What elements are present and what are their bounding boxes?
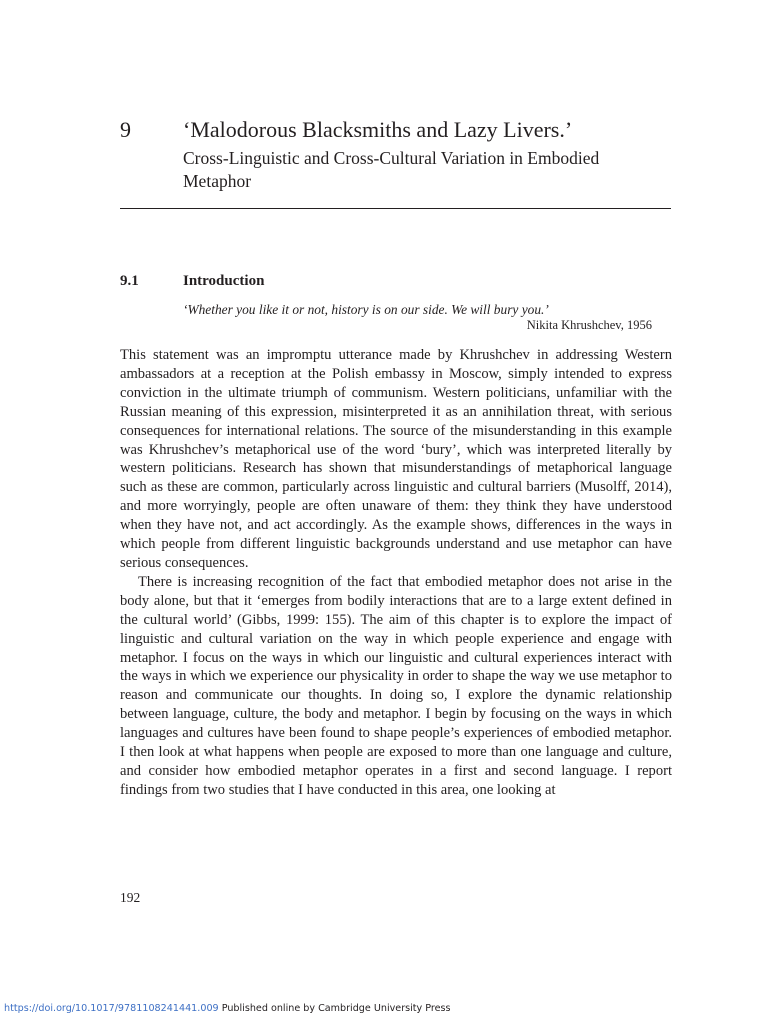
footer (4, 1003, 451, 1015)
section-number: 9.1 (120, 273, 139, 289)
epigraph-attribution: Nikita Khrushchev, 1956 (526, 318, 652, 332)
chapter-subtitle: Cross-Linguistic and Cross-Cultural Variation in Embodied Metaphor (183, 148, 600, 191)
chapter-number: 9 (120, 117, 131, 142)
body-text (120, 346, 672, 800)
paragraph: There is increasing recognition of the fact that embodied metaphor does not arise in the body alone, but that it ‘emerges from bodily interactions that are to a large extent defined in the cultural world’ (Gibbs, 1999: 155). The aim of this chapter is to explore the impact of linguistic and cultural variation on the way in which people experience and engage with metaphor. I focus on the ways in which our linguistic and cultural experiences interact with the ways in which we experience our physicality in order to shape the way we use metaphor to reason and communicate our thoughts. In doing so, I explore the dynamic relationship between language, culture, the body and metaphor. I begin by focusing on the ways in which languages and cultures have been found to shape people’s experiences of embodied metaphor. I then look at what happens when people are exposed to more than one language and culture, and consider how embodied metaphor operates in a first and second language. I report findings from two studies that I have conducted in this area, one looking at (120, 573, 672, 798)
title-divider (120, 208, 671, 209)
doi-link[interactable]: https://doi.org/10.1017/9781108241441.009 (4, 1003, 219, 1014)
section-title: Introduction (183, 273, 265, 289)
page-number: 192 (120, 890, 141, 905)
footer-publisher-text: Published online by Cambridge University Press (221, 1003, 451, 1014)
chapter-title: ‘Malodorous Blacksmiths and Lazy Livers.’ (183, 117, 573, 142)
paragraph: This statement was an impromptu utterance made by Khrushchev in addressing Western ambassadors at a reception at the Polish embassy in Moscow, simply intended to express conviction in the ultimate triumph of communism. Western politicians, unfamiliar with the Russian meaning of this expression, misinterpreted it as an annihilation threat, with serious consequences for international relations. The source of the misunderstanding in this example was Khrushchev’s metaphorical use of the word ‘bury’, which was interpreted literally by western politicians. Research has shown that misunderstandings of metaphorical language such as these are common, particularly across linguistic and cultural barriers (Musolff, 2014), and more worryingly, people are often unaware of them: they think they have understood when they have not, and act accordingly. As the example shows, differences in the ways in which people from different linguistic backgrounds understand and use metaphor can have serious consequences. (120, 347, 672, 571)
epigraph-quote: ‘Whether you like it or not, history is on our side. We will bury you.’ (183, 302, 549, 317)
